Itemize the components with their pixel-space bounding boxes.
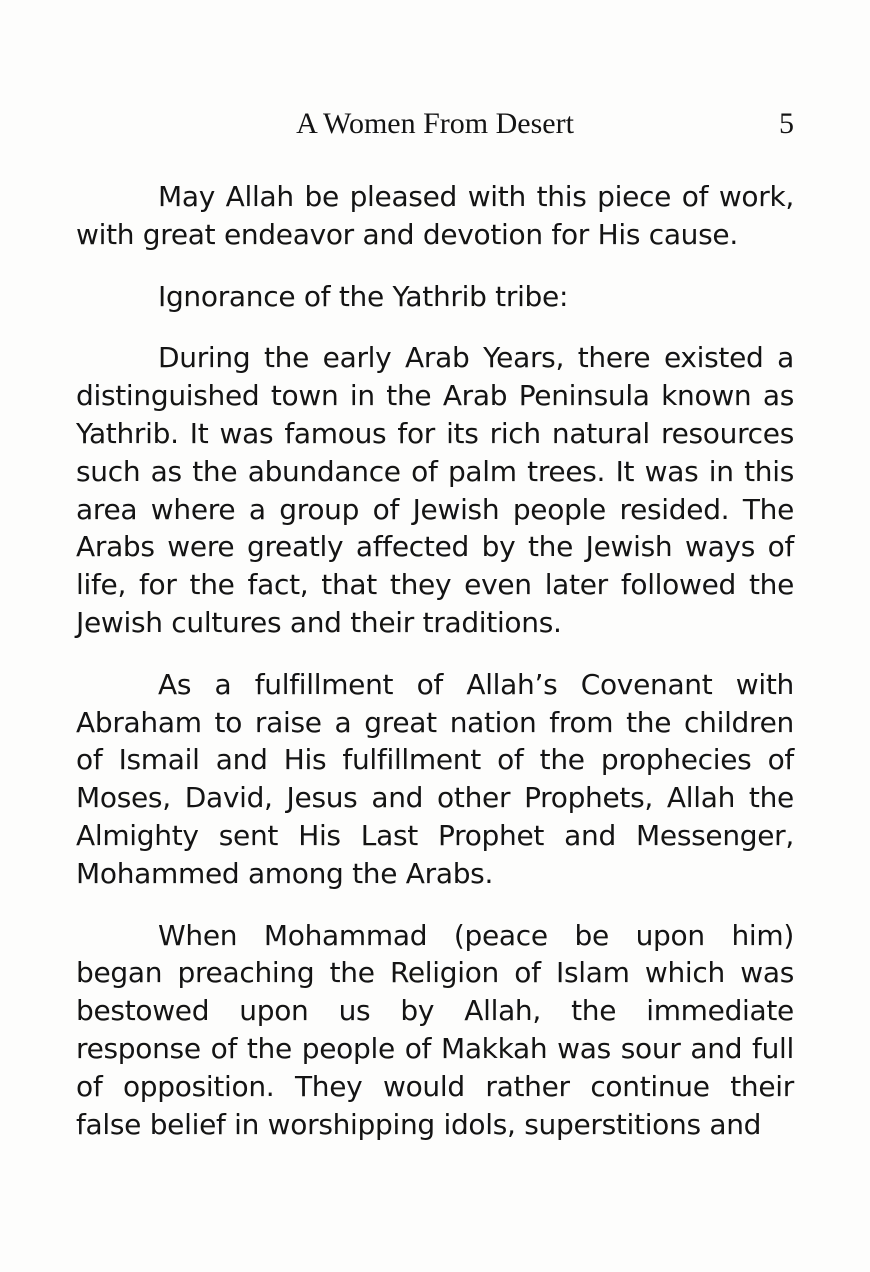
body-text bbox=[76, 178, 794, 1143]
running-title: A Women From Desert bbox=[296, 107, 574, 140]
paragraph-covenant: As a fulfillment of Allah’s Covenant with Abraham to raise a great nation from the children of Ismail and His fulfillment of the prophecies of Moses, David, Jesus and other Prophets, Allah the Almighty sent His Last Prophet and Messenger, Mohammed among the Arabs. bbox=[76, 667, 794, 890]
paragraph-dedication: May Allah be pleased with this piece of work, with great endeavor and devotion for His cause. bbox=[76, 180, 794, 251]
paragraph-yathrib: During the early Arab Years, there existed a distinguished town in the Arab Peninsula known as Yathrib. It was famous for its rich natural resources such as the abundance of palm trees. It was in this area where a group of Jewish people resided. The Arabs were greatly affected by the Jewish ways of life, for the fact, that they even later followed the Jewish cultures and their traditions. bbox=[76, 341, 794, 639]
page-number: 5 bbox=[779, 107, 794, 140]
paragraph-preaching: When Mohammad (peace be upon him) began preaching the Religion of Islam which was bestowed upon us by Allah, the immediate response of the people of Makkah was sour and full of opposition. They would rather continue their false belief in worshipping idols, superstitions and bbox=[76, 918, 794, 1141]
running-header bbox=[76, 104, 794, 144]
section-heading: Ignorance of the Yathrib tribe: bbox=[158, 279, 569, 313]
